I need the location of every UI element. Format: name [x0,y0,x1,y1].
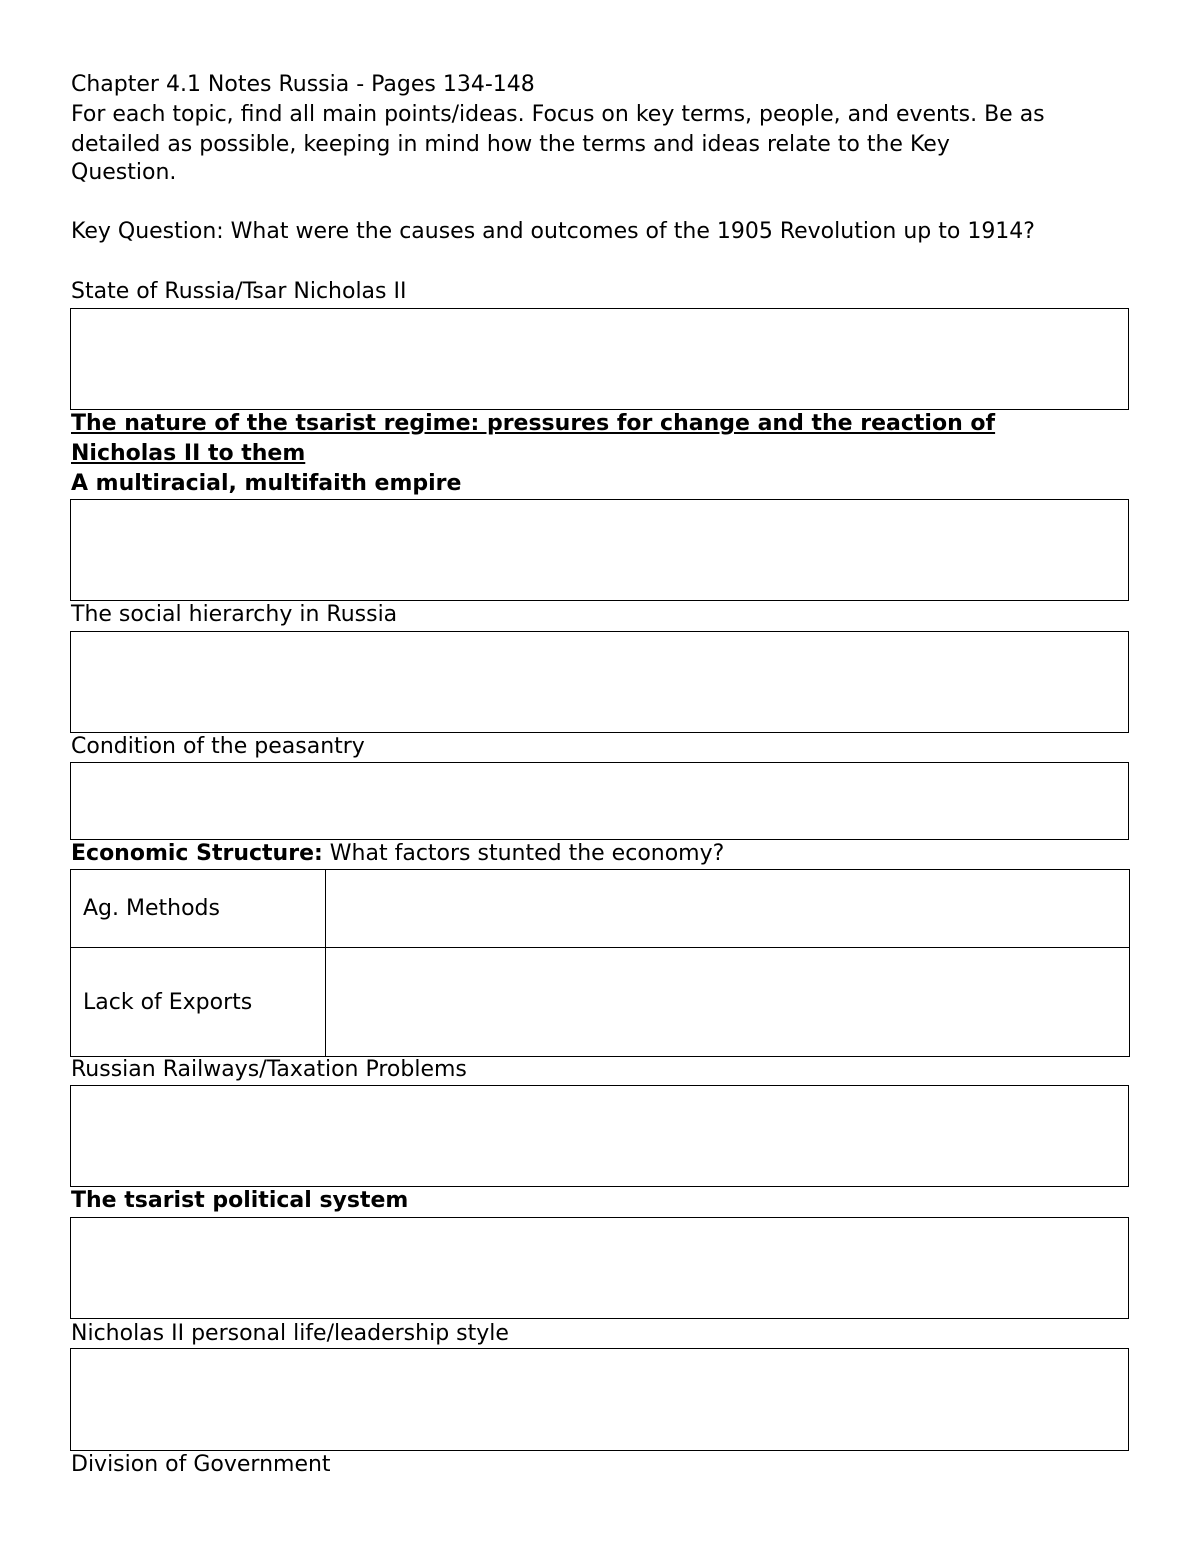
section-heading-multiracial-empire: A multiracial, multifaith empire [71,471,462,496]
answer-box-political-system[interactable] [70,1217,1129,1319]
table-row [71,870,1130,948]
section-heading-economic-structure [71,839,724,868]
row-label-ag-methods: Ag. Methods [71,870,326,948]
answer-box-multiracial-empire[interactable] [70,499,1129,601]
section-heading-nicholas-personal: Nicholas II personal life/leadership style [71,1321,509,1346]
answer-box-peasantry[interactable] [70,762,1129,840]
economic-structure-question: What factors stunted the economy? [322,841,725,866]
section-heading-tsarist-regime-line-1: The nature of the tsarist regime: pressures for change and the reaction of [71,411,996,436]
section-heading-railways-taxation: Russian Railways/Taxation Problems [71,1057,467,1082]
answer-box-social-hierarchy[interactable] [70,631,1129,733]
section-heading-division-of-government: Division of Government [71,1452,331,1477]
instructions-line-1: For each topic, find all main points/ideas. Focus on key terms, people, and events. Be as [71,102,1045,127]
economic-structure-label: Economic Structure: [71,841,323,866]
section-heading-political-system: The tsarist political system [71,1188,409,1213]
answer-cell-lack-of-exports[interactable] [326,948,1130,1057]
answer-box-railways-taxation[interactable] [70,1085,1129,1187]
section-heading-social-hierarchy: The social hierarchy in Russia [71,602,398,627]
answer-cell-ag-methods[interactable] [326,870,1130,948]
key-question: Key Question: What were the causes and outcomes of the 1905 Revolution up to 1914? [71,219,1035,244]
section-heading-peasantry: Condition of the peasantry [71,734,365,759]
instructions-line-2: detailed as possible, keeping in mind how the terms and ideas relate to the Key [71,132,950,157]
table-row [71,948,1130,1057]
row-label-lack-of-exports: Lack of Exports [71,948,326,1057]
economic-structure-table [70,869,1130,1057]
instructions-line-3: Question. [71,160,177,185]
answer-box-nicholas-personal[interactable] [70,1348,1129,1451]
answer-box-state-of-russia[interactable] [70,308,1129,410]
section-heading-state-of-russia: State of Russia/Tsar Nicholas II [71,279,407,304]
page-title: Chapter 4.1 Notes Russia - Pages 134-148 [71,72,535,97]
section-heading-tsarist-regime-line-2: Nicholas II to them [71,441,306,466]
